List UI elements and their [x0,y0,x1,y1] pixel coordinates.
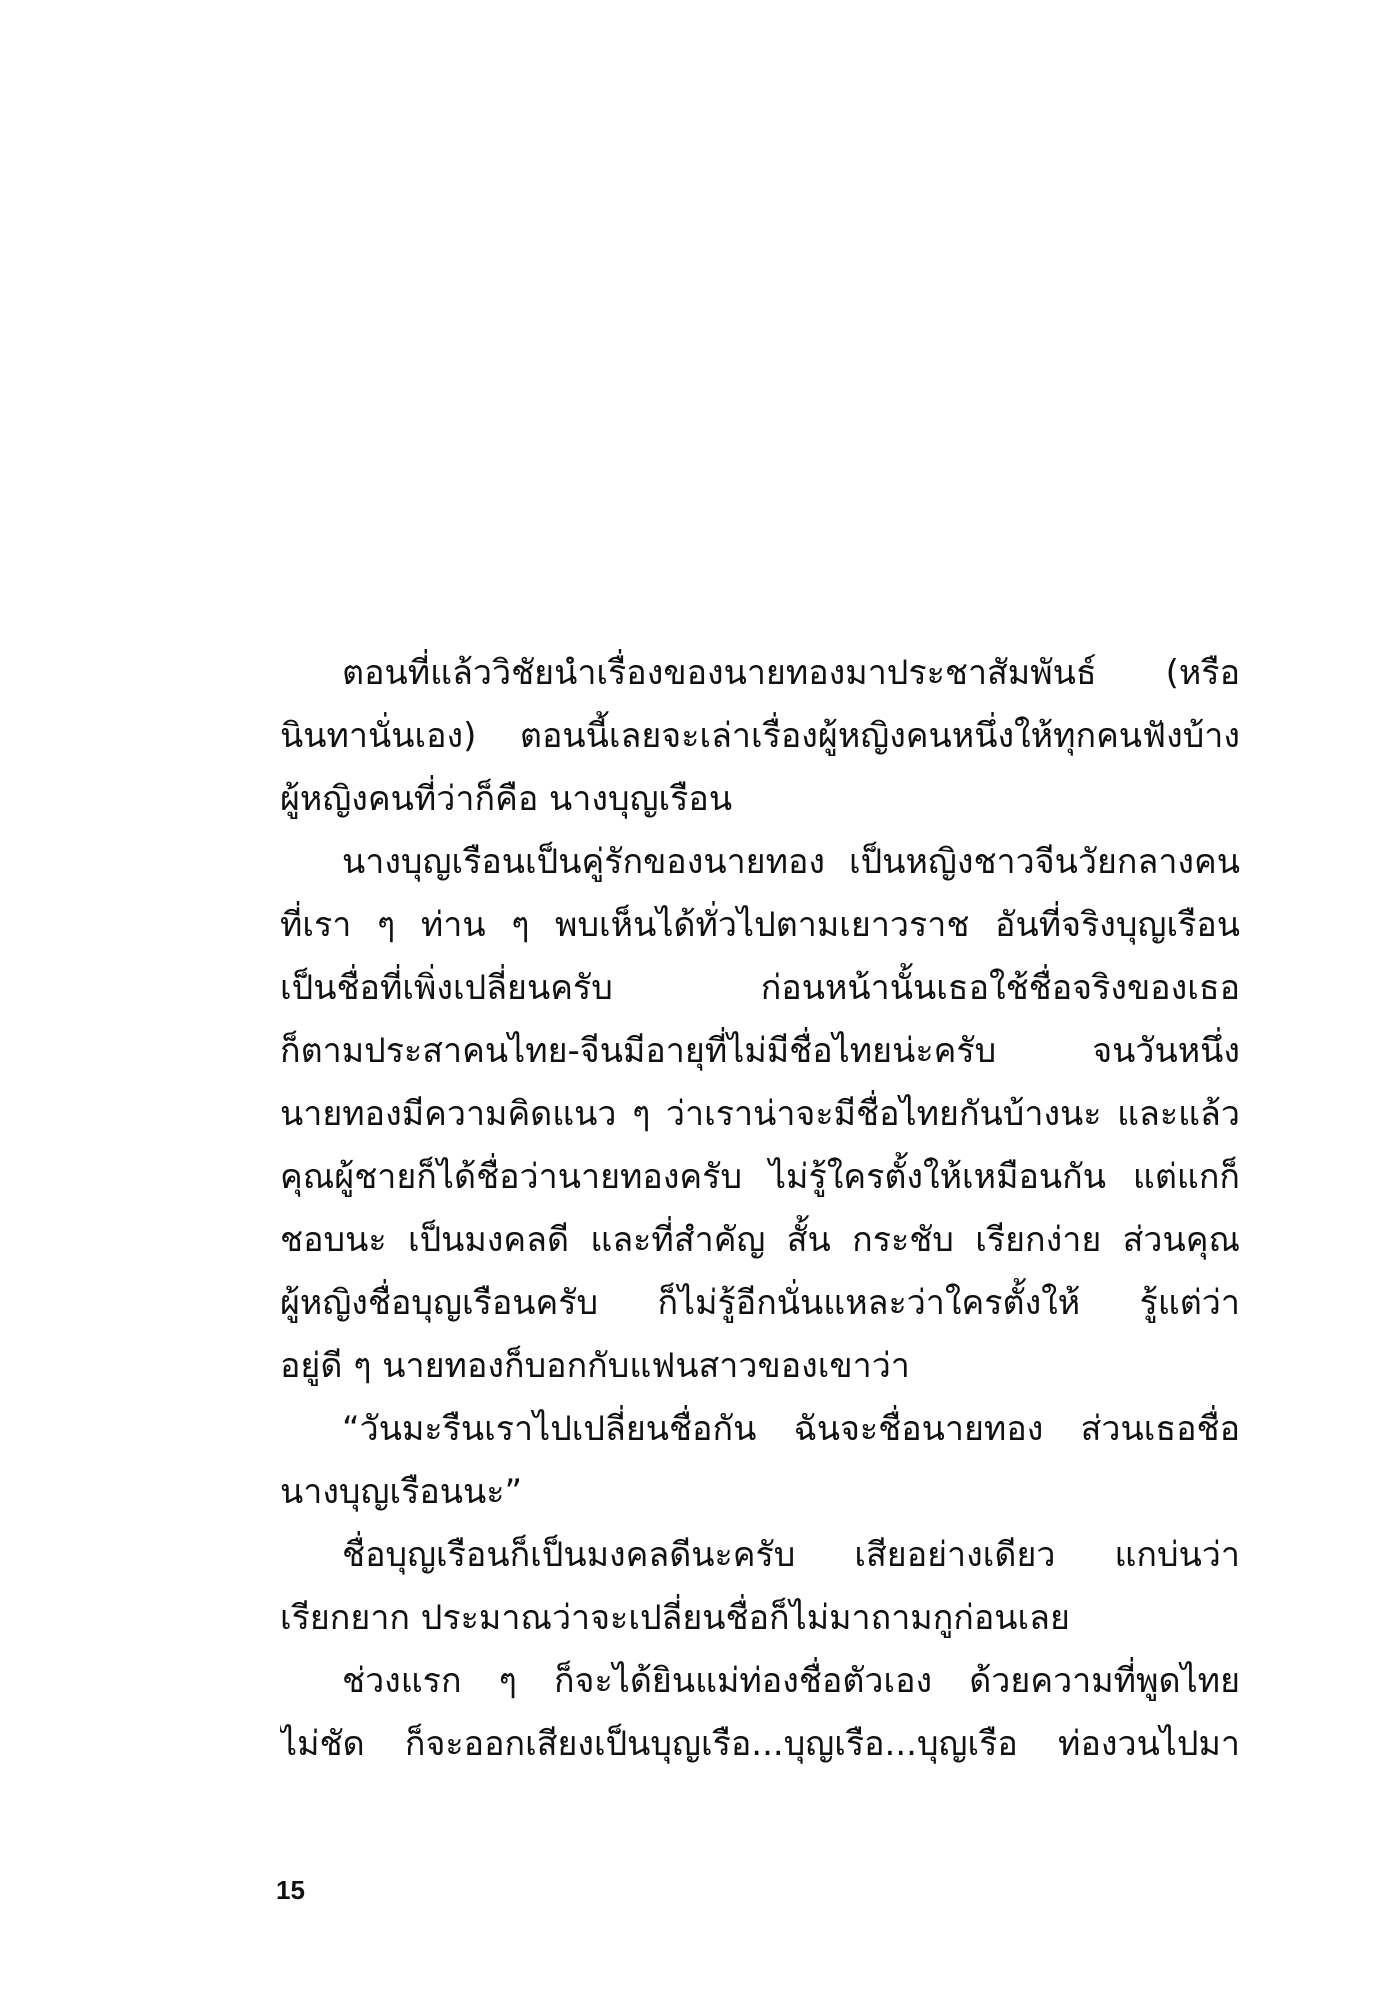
text-line: อยู่ดี ๆ นายทองก็บอกกับแฟนสาวของเขาว่า [280,1346,910,1386]
text-line: นางบุญเรือนนะ” [280,1472,523,1512]
text-line: ตอนที่แล้ววิชัยนำเรื่องของนายทองมาประชาสัมพันธ์ (หรือ [342,653,1240,693]
text-line: คุณผู้ชายก็ได้ชื่อว่านายทองครับ ไม่รู้ใครตั้งให้เหมือนกัน แต่แกก็ [280,1157,1240,1197]
text-line: ชอบนะ เป็นมงคลดี และที่สำคัญ สั้น กระชับ เรียกง่าย ส่วนคุณ [280,1220,1240,1260]
text-line: ก็ตามประสาคนไทย-จีนมีอายุที่ไม่มีชื่อไทยน่ะครับ จนวันหนึ่ง [280,1031,1240,1071]
text-line: เรียกยาก ประมาณว่าจะเปลี่ยนชื่อก็ไม่มาถามกูก่อนเลย [280,1598,1070,1638]
text-line: ผู้หญิงชื่อบุญเรือนครับ ก็ไม่รู้อีกนั่นแหละว่าใครตั้งให้ รู้แต่ว่า [280,1283,1240,1323]
body-text [280,642,1240,1776]
text-line: ผู้หญิงคนที่ว่าก็คือ นางบุญเรือน [280,779,733,819]
text-line: นายทองมีความคิดแนว ๆ ว่าเราน่าจะมีชื่อไทยกันบ้างนะ และแล้ว [280,1094,1240,1134]
text-line: นางบุญเรือนเป็นคู่รักของนายทอง เป็นหญิงชาวจีนวัยกลางคน [342,842,1240,882]
text-line: ที่เรา ๆ ท่าน ๆ พบเห็นได้ทั่วไปตามเยาวราช อันที่จริงบุญเรือน [280,905,1240,945]
text-line: ชื่อบุญเรือนก็เป็นมงคลดีนะครับ เสียอย่างเดียว แกบ่นว่า [342,1535,1240,1575]
page-number: 15 [276,1875,305,1905]
text-line: เป็นชื่อที่เพิ่งเปลี่ยนครับ ก่อนหน้านั้นเธอใช้ชื่อจริงของเธอ [280,968,1240,1008]
text-line: นินทานั่นเอง) ตอนนี้เลยจะเล่าเรื่องผู้หญิงคนหนึ่งให้ทุกคนฟังบ้าง [280,716,1240,756]
text-line: ไม่ชัด ก็จะออกเสียงเป็นบุญเรือ...บุญเรือ...บุญเรือ ท่องวนไปมา [280,1724,1240,1764]
text-line: “วันมะรืนเราไปเปลี่ยนชื่อกัน ฉันจะชื่อนายทอง ส่วนเธอชื่อ [342,1409,1240,1449]
text-line: ช่วงแรก ๆ ก็จะได้ยินแม่ท่องชื่อตัวเอง ด้วยความที่พูดไทย [342,1661,1240,1701]
